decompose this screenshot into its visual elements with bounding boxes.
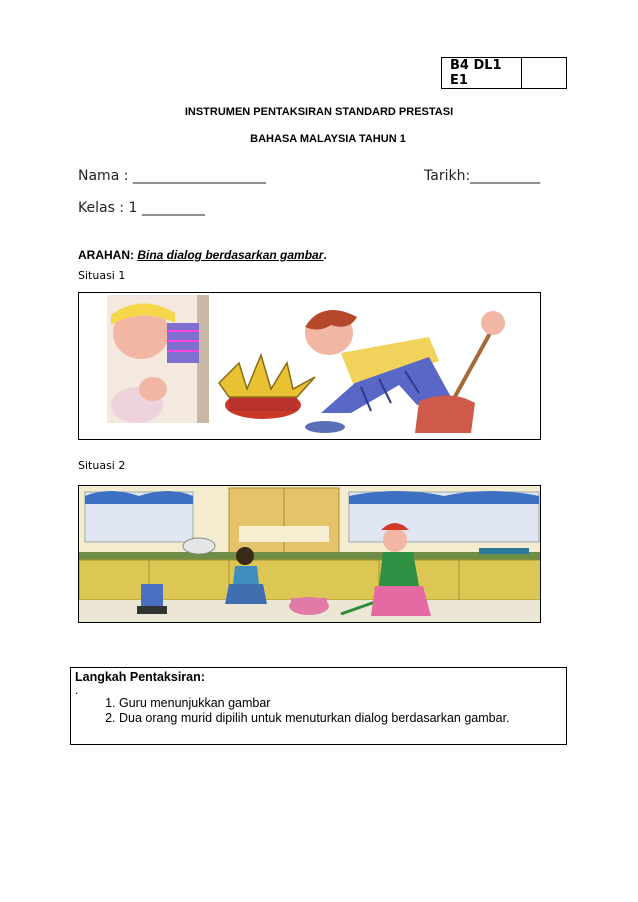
assessment-dot: . [75,683,79,697]
assessment-step-2: 2. Dua orang murid dipilih untuk menuturkan dialog berdasarkan gambar. [119,711,562,726]
kitchen-scene-image [79,486,541,623]
instruction-end: . [323,248,327,262]
assessment-steps-list [75,696,562,726]
score-blank-cell [522,58,566,88]
subject-title: BAHASA MALAYSIA TAHUN 1 [250,133,406,145]
cleaning-scene-image [79,293,541,440]
instruction [78,248,327,262]
assessment-heading: Langkah Pentaksiran: [75,670,205,684]
date-field: Tarikh:__________ [424,168,541,184]
situation-2-label: Situasi 2 [78,459,126,472]
instrument-title: INSTRUMEN PENTAKSIRAN STANDARD PRESTASI [184,106,454,118]
instruction-text: Bina dialog berdasarkan gambar [137,248,324,262]
situation-2-illustration [78,485,541,623]
situation-1-illustration [78,292,541,440]
situation-1-label: Situasi 1 [78,269,126,282]
class-field: Kelas : 1 _________ [78,200,205,216]
assessment-step-1: 1. Guru menunjukkan gambar [119,696,562,711]
assessment-code: B4 DL1 E1 [442,58,522,88]
assessment-code-box [441,57,567,89]
instruction-label: ARAHAN: [78,248,138,262]
name-field: Nama : ___________________ [78,168,266,184]
assessment-steps-box [70,667,567,745]
